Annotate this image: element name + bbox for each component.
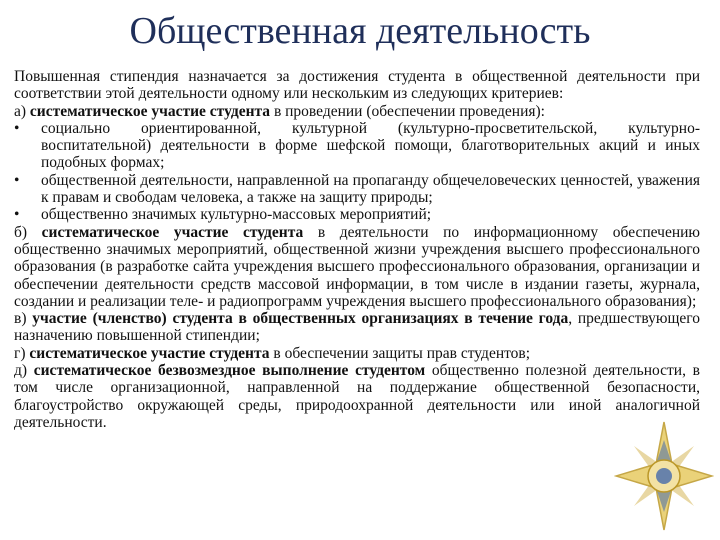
bullet-text: общественной деятельности, направленной на пропаганду общечеловеческих ценностей, уважения к правам и свободам человека, а также на защиту природы; (41, 171, 700, 207)
criterion-b-rest: в деятельности по информационному обеспечению общественно значимых мероприятий, общественной жизни учреждения высшего профессионального образования (в разработке сайта учреждения высшего профессионального образования, организации и обеспечении деятельности средств массовой информации, в том числе в издании газеты, журнала, создании и реализации теле- и радиопрограмм учреждения высшего профессионального образования); (14, 223, 700, 310)
criterion-d-rest: в обеспечении защиты прав студентов; (269, 344, 531, 362)
bullet-item (14, 206, 700, 223)
criterion-a (14, 103, 700, 120)
criterion-a-rest: в проведении (обеспечении проведения): (270, 102, 545, 120)
criterion-a-bold: систематическое участие студента (29, 102, 271, 120)
criterion-d-bold: систематическое участие студента (29, 344, 270, 362)
criterion-c (14, 310, 700, 345)
bullet-dot: • (14, 119, 20, 137)
slide-title: Общественная деятельность (129, 10, 591, 52)
bullet-dot: • (14, 206, 20, 224)
criterion-c-bold: участие (членство) студента в общественных организациях в течение года (32, 310, 569, 328)
bullet-item (14, 172, 700, 207)
star-compass-emblem-icon (614, 420, 714, 532)
criterion-e-bold: систематическое безвозмездное выполнение студентом (33, 362, 426, 380)
criterion-b (14, 224, 700, 310)
bullet-text: общественно значимых культурно-массовых мероприятий; (41, 206, 432, 224)
bullet-text: социально ориентированной, культурной (культурно-просветительской, культурно-воспитательной) деятельности в форме шефской помощи, благотворительных акций и иных подобных формах; (41, 119, 700, 172)
criterion-e-rest: общественно полезной деятельности, в том числе организационной, направленной на поддержание общественной безопасности, благоустройство окружающей среды, природоохранной деятельности или иной аналогичной деятельности. (14, 362, 700, 431)
criterion-e (14, 362, 700, 431)
criterion-d-prefix: г) (14, 344, 30, 362)
criterion-e-prefix: д) (14, 362, 34, 380)
criterion-b-prefix: б) (14, 223, 42, 241)
criterion-b-bold: систематическое участие студента (41, 223, 304, 241)
bullet-item (14, 120, 700, 172)
criterion-c-prefix: в) (14, 310, 33, 328)
criterion-d (14, 345, 700, 362)
criterion-c-rest: , предшествующего назначению повышенной стипендии; (14, 310, 700, 345)
intro-paragraph: Повышенная стипендия назначается за достижения студента в общественной деятельности при соответствии этой деятельности одному или нескольким из следующих критериев: (14, 68, 700, 103)
bullet-dot: • (14, 171, 20, 189)
criterion-a-prefix: а) (14, 102, 30, 120)
criteria-text (14, 68, 700, 431)
